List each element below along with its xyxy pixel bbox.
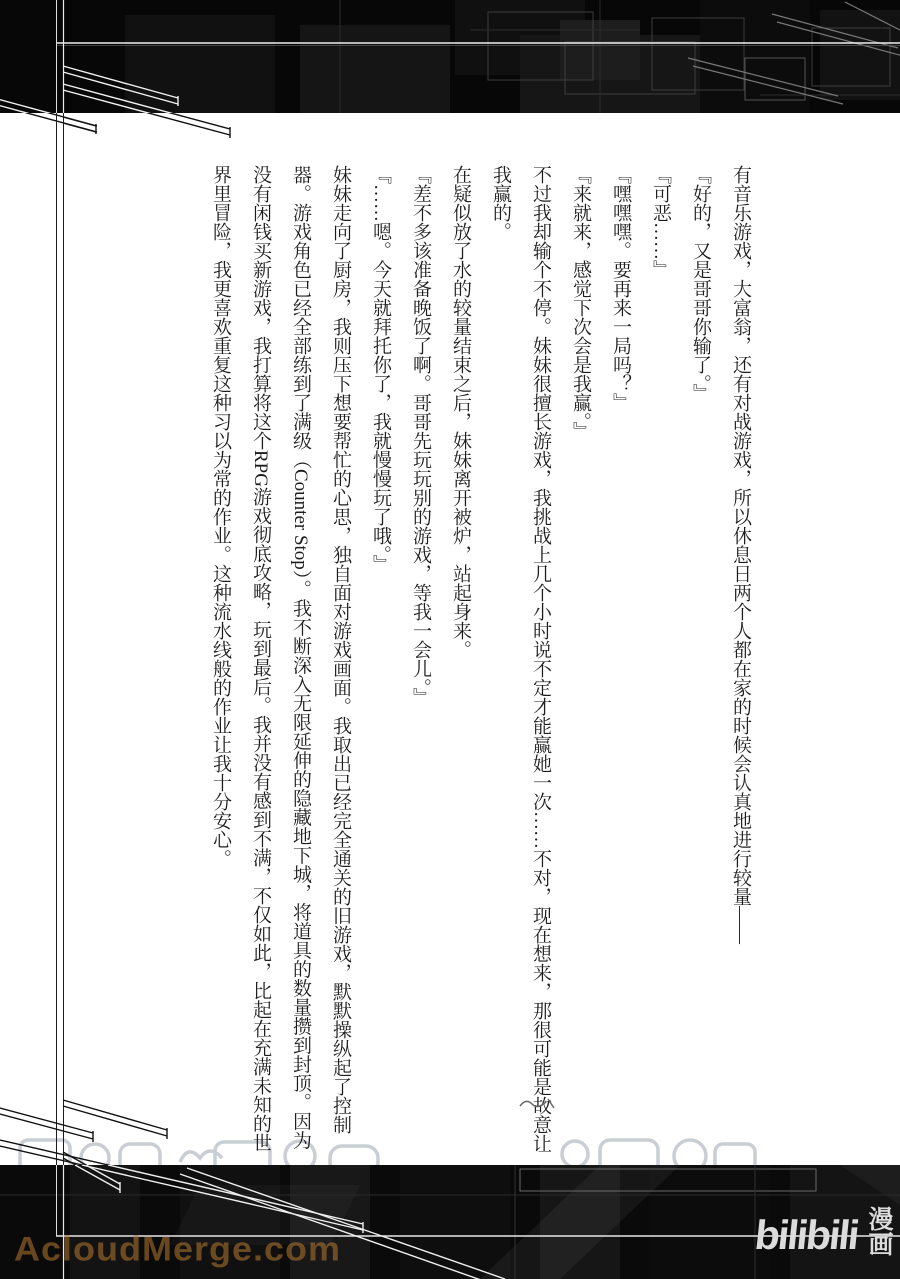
novel-paragraph: 『好的，又是哥哥你输了。』 <box>690 165 711 403</box>
diagonal-accent-lines-top <box>0 113 900 153</box>
novel-paragraph: 妹妹走向了厨房，我则压下想要帮忙的心思，独自面对游戏画面。我取出已经完全通关的旧游戏，默默操纵起了控制器。游戏角色已经全部练到了满级（Counter Stop）。我不断深入无限延伸的隐藏地下城，将道具的数量攒到封顶。因为没有闲钱买新游戏，我打算将这个RPG游戏彻底攻略，玩到最后。我并没有感到不满，不仅如此，比起在充满未知的世界里冒险，我更喜欢重复这种习以为常的作业。这种流水线般的作业让我十分安心。 <box>210 165 351 1152</box>
bilibili-wordmark: bilibili <box>752 1211 860 1258</box>
novel-paragraph: 『来就来，感觉下次会是我赢。』 <box>570 165 591 441</box>
novel-paragraph: 在疑似放了水的较量结束之后，妹妹离开被炉，站起身来。 <box>450 165 471 659</box>
manhua-label: 漫画 <box>865 1206 893 1256</box>
novel-paragraph: 『嘿嘿嘿。要再来一局吗？』 <box>610 165 631 412</box>
novel-paragraph: 『差不多该准备晚饭了啊。哥哥先玩玩别的游戏，等我一会儿。』 <box>410 165 431 707</box>
header-diagonal-lines <box>0 113 900 153</box>
novel-paragraph: 『……嗯。今天就拜托你了，我就慢慢玩了哦。』 <box>370 165 391 574</box>
diagonal-accent-lines-bottom <box>0 1090 900 1165</box>
novel-text-block <box>200 165 760 1155</box>
footer-diagonal-lines <box>0 1090 900 1165</box>
left-frame-line-outer <box>56 113 57 1165</box>
left-frame-line-inner <box>63 113 64 1165</box>
acloudmerge-watermark: AcloudMerge.com <box>14 1229 342 1268</box>
circuit-pattern-top <box>0 0 900 113</box>
novel-paragraph: 有音乐游戏，大富翁，还有对战游戏，所以休息日两个人都在家的时候会认真地进行较量—— <box>730 165 751 944</box>
novel-paragraph: 『可恶……』 <box>650 165 671 279</box>
header-decor-band <box>0 0 900 113</box>
bilibili-manga-logo <box>752 1206 893 1264</box>
novel-paragraph: 不过我却输个不停。妹妹很擅长游戏，我挑战上几个小时说不定才能赢她一次……不对，现在想来，那很可能是故意让我赢的。 <box>490 165 551 1153</box>
